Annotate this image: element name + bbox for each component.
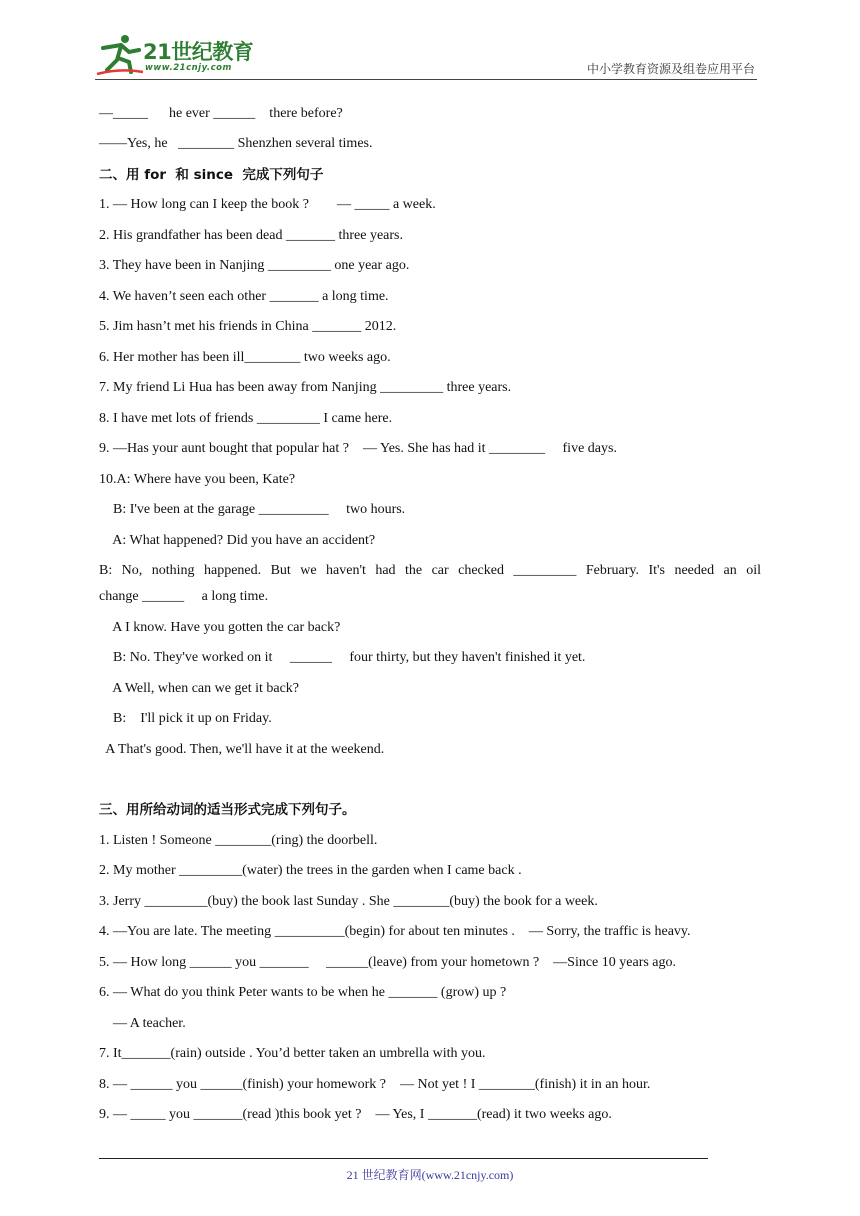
question-line: 1. — How long can I keep the book ? — _____ a week.: [99, 197, 436, 212]
header-divider: [95, 79, 757, 80]
question-line: 8. I have met lots of friends _________ I came here.: [99, 411, 393, 426]
dialogue-line: B: I've been at the garage __________ two hours.: [99, 502, 406, 517]
question-line: 8. — ______ you ______(finish) your homework ? — Not yet ! I ________(finish) it in an hour.: [99, 1077, 651, 1092]
dialogue-line: change ______ a long time.: [99, 589, 269, 604]
page-header: [95, 30, 757, 80]
question-line: 9. — _____ you _______(read )this book yet ? — Yes, I _______(read) it two weeks ago.: [99, 1107, 612, 1122]
question-line: ——Yes, he ________ Shenzhen several times.: [99, 136, 373, 151]
dialogue-line: A I know. Have you gotten the car back?: [99, 620, 341, 635]
question-line: 6. — What do you think Peter wants to be when he _______ (grow) up ?: [99, 985, 507, 1000]
dialogue-line: A Well, when can we get it back?: [99, 681, 299, 696]
question-line: 6. Her mother has been ill________ two weeks ago.: [99, 350, 391, 365]
question-line: 3. They have been in Nanjing _________ one year ago.: [99, 258, 410, 273]
runner-logo-icon: [95, 32, 145, 76]
question-line: 2. His grandfather has been dead _______ three years.: [99, 228, 404, 243]
question-line: 5. — How long ______ you _______ ______(leave) from your hometown ? —Since 10 years ago.: [99, 955, 677, 970]
question-line: 4. We haven’t seen each other _______ a long time.: [99, 289, 389, 304]
question-line: 7. It_______(rain) outside . You’d better taken an umbrella with you.: [99, 1046, 486, 1061]
question-line: 1. Listen ! Someone ________(ring) the doorbell.: [99, 833, 378, 848]
dialogue-line: B: No, nothing happened. But we haven't had the car checked _________ February. It's needed an oil: [99, 563, 761, 578]
dialogue-line: A That's good. Then, we'll have it at the weekend.: [99, 742, 385, 757]
question-line: 9. —Has your aunt bought that popular hat ? — Yes. She has had it ________ five days.: [99, 441, 617, 456]
site-logo: [95, 32, 260, 76]
footer-divider: [99, 1158, 708, 1159]
logo-title: 21世纪教育: [143, 40, 254, 64]
dialogue-line: B: No. They've worked on it ______ four thirty, but they haven't finished it yet.: [99, 650, 586, 665]
question-line: — A teacher.: [99, 1016, 186, 1031]
dialogue-line: A: What happened? Did you have an accident?: [99, 533, 376, 548]
logo-url: www.21cnjy.com: [145, 63, 232, 73]
question-line: —_____ he ever ______ there before?: [99, 106, 343, 121]
question-line: 3. Jerry _________(buy) the book last Sunday . She ________(buy) the book for a week.: [99, 894, 598, 909]
question-line: 10.A: Where have you been, Kate?: [99, 472, 296, 487]
dialogue-line: B: I'll pick it up on Friday.: [99, 711, 272, 726]
section-heading: 三、用所给动词的适当形式完成下列句子。: [99, 802, 356, 818]
question-line: 2. My mother _________(water) the trees in the garden when I came back .: [99, 863, 522, 878]
question-line: 4. —You are late. The meeting __________(begin) for about ten minutes . — Sorry, the traffic is heavy.: [99, 924, 691, 939]
question-line: 5. Jim hasn’t met his friends in China _______ 2012.: [99, 319, 397, 334]
section-heading: 二、用 for 和 since 完成下列句子: [99, 167, 324, 183]
question-line: 7. My friend Li Hua has been away from Nanjing _________ three years.: [99, 380, 512, 395]
platform-name: 中小学教育资源及组卷应用平台: [586, 62, 755, 76]
page-footer: 21 世纪教育网(www.21cnjy.com): [346, 1168, 514, 1182]
